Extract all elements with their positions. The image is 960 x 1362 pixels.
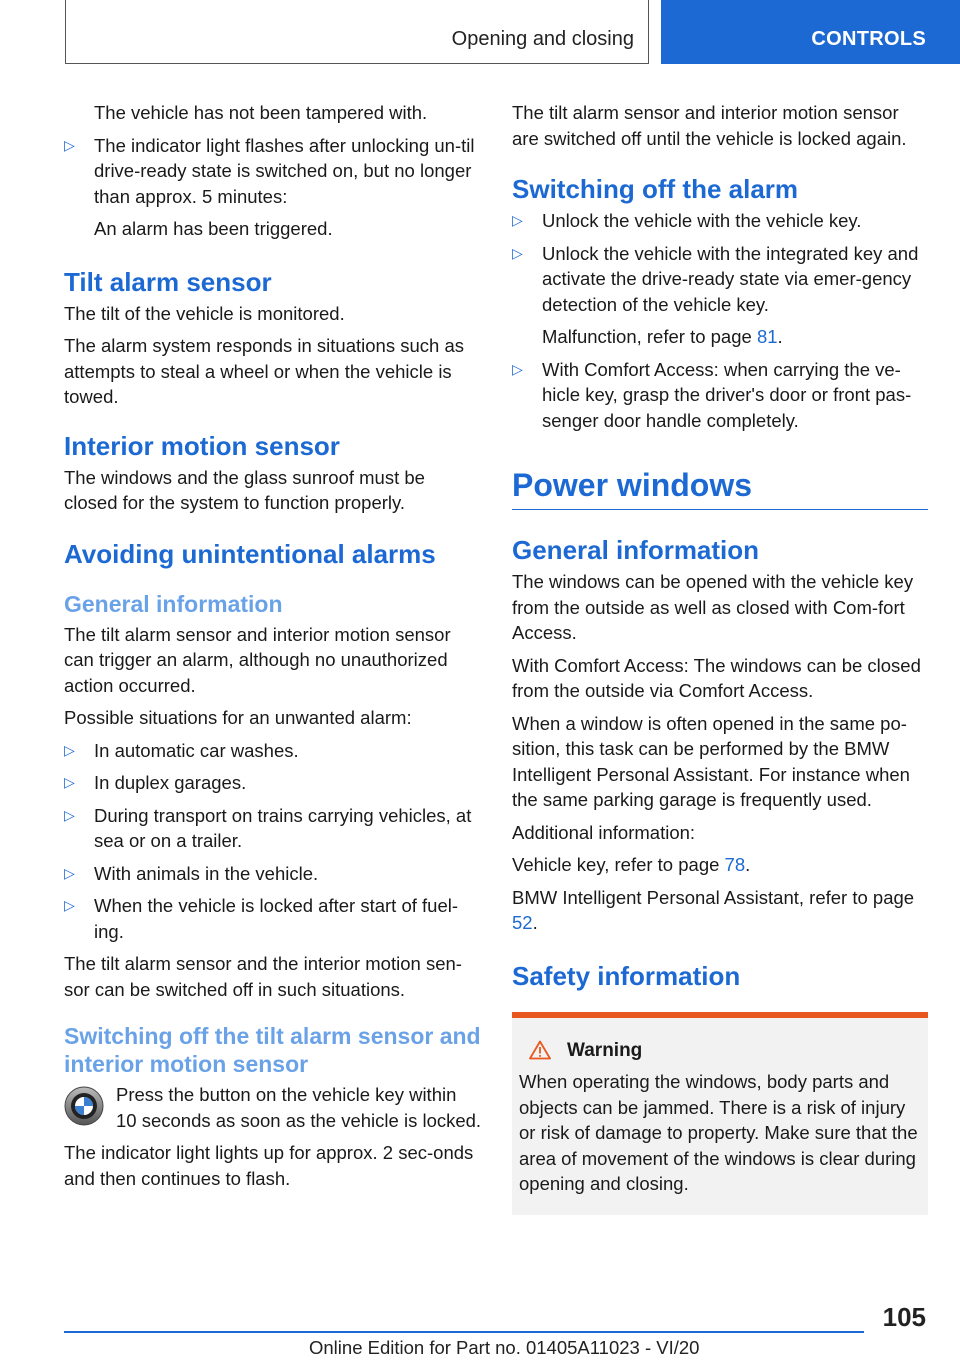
paragraph: With Comfort Access: The windows can be closed from the outside via Comfort Access. [512, 654, 921, 701]
heading-general-information: General information [64, 590, 283, 617]
list-item [64, 803, 482, 854]
footer-divider [64, 1331, 864, 1333]
triangle-bullet-icon: ▷ [64, 864, 75, 881]
bmw-key-button-icon [64, 1086, 104, 1126]
ref-text: Vehicle key, refer to page [512, 854, 725, 875]
page-link-52[interactable]: 52 [512, 912, 533, 933]
list-item [64, 893, 482, 944]
triangle-bullet-icon: ▷ [64, 741, 75, 758]
page-number: 105 [882, 1302, 926, 1332]
paragraph: Additional information: [512, 821, 696, 843]
list-item-text: The indicator light flashes after unlocking un-til drive-ready state is switched on, but no longer than approx. 5 minutes: [94, 134, 475, 207]
list-item-subtext [542, 324, 928, 350]
left-column [64, 100, 482, 1198]
page-link-81[interactable]: 81 [756, 326, 778, 347]
right-column [512, 100, 928, 1215]
list-item-text: With animals in the vehicle. [94, 862, 319, 884]
heading-general-information: General information [512, 535, 760, 565]
heading-tilt-alarm-sensor: Tilt alarm sensor [64, 266, 272, 297]
triangle-bullet-icon: ▷ [512, 212, 523, 228]
triangle-bullet-icon: ▷ [512, 360, 523, 377]
paragraph: The tilt alarm sensor and the interior motion sen-sor can be switched off in such situations. [64, 953, 462, 1000]
warning-triangle-icon [529, 1040, 551, 1060]
ref-text: Malfunction, refer to page [542, 326, 757, 347]
page-link-78[interactable]: 78 [724, 854, 746, 875]
list-item-text: During transport on trains carrying vehicles, at sea or on a trailer. [94, 804, 472, 851]
list-item [64, 738, 482, 764]
list-item [64, 861, 482, 887]
list-item-text: With Comfort Access: when carrying the ve-hicle key, grasp the driver's door or front pas-senger door handle completely. [542, 358, 912, 431]
paragraph: Press the button on the vehicle key within 10 seconds as soon as the vehicle is locked. [116, 1084, 482, 1131]
ref-suffix: . [532, 912, 538, 933]
list-item [512, 208, 928, 234]
triangle-bullet-icon: ▷ [64, 897, 75, 913]
paragraph: Possible situations for an unwanted alarm: [64, 707, 412, 728]
section-title: Opening and closing [451, 28, 634, 50]
key-instruction [64, 1082, 482, 1133]
paragraph: The windows can be opened with the vehicle key from the outside as well as closed with Com-fort Access. [512, 571, 914, 643]
heading-power-windows: Power windows [512, 465, 928, 510]
footer-edition: Online Edition for Part no. 01405A11023 - VI/20 [309, 1337, 700, 1358]
list-item-text: In automatic car washes. [94, 739, 299, 761]
heading-switching-off-sensors: Switching off the tilt alarm sensor and interior motion sensor [64, 1023, 481, 1077]
list-item-text: When the vehicle is locked after start of fuel-ing. [94, 895, 459, 942]
list-item [512, 357, 928, 434]
triangle-bullet-icon: ▷ [512, 244, 523, 261]
triangle-bullet-icon: ▷ [64, 136, 75, 153]
tab-controls-label: CONTROLS [811, 28, 926, 50]
heading-safety-information: Safety information [512, 960, 741, 991]
paragraph: The tilt alarm sensor and interior motion sensor can trigger an alarm, although no unauthorized action occurred. [64, 623, 451, 696]
ref-suffix: . [777, 326, 783, 347]
triangle-bullet-icon: ▷ [64, 774, 75, 790]
paragraph: The tilt of the vehicle is monitored. [64, 302, 345, 324]
paragraph: The alarm system responds in situations such as attempts to steal a wheel or when the vehicle is towed. [64, 335, 464, 407]
heading-interior-motion-sensor: Interior motion sensor [64, 430, 340, 461]
list-item [64, 133, 482, 242]
warning-box [512, 1012, 928, 1215]
heading-avoiding-alarms: Avoiding unintentional alarms [64, 538, 436, 569]
paragraph: The indicator light lights up for approx. 2 sec-onds and then continues to flash. [64, 1142, 474, 1189]
tab-controls[interactable] [661, 0, 960, 64]
list-item [64, 770, 482, 796]
paragraph: When a window is often opened in the same po-sition, this task can be performed by the BMW Intelligent Personal Assistant. For instance when the same parking garage is frequently used. [512, 712, 910, 810]
paragraph [512, 885, 928, 936]
header-box [65, 0, 649, 64]
paragraph: The windows and the glass sunroof must be closed for the system to function properly. [64, 466, 425, 513]
ref-text: BMW Intelligent Personal Assistant, refer to page [512, 886, 915, 908]
list-item-text: Unlock the vehicle with the integrated key and activate the drive-ready state via emer-gency detection of the vehicle key. [542, 242, 919, 315]
list-item [512, 241, 928, 350]
paragraph: The tilt alarm sensor and interior motion sensor are switched off until the vehicle is locked again. [512, 102, 907, 149]
list-item-subtext: An alarm has been triggered. [94, 218, 333, 239]
warning-text: When operating the windows, body parts and objects can be jammed. There is a risk of injury or risk of damage to property. Make sure that the area of movement of the windows is clear during opening and closing. [519, 1071, 918, 1194]
warning-header [519, 1038, 918, 1064]
list-item-text: In duplex garages. [94, 772, 247, 793]
triangle-bullet-icon: ▷ [64, 806, 75, 823]
heading-switching-off-alarm: Switching off the alarm [512, 174, 799, 204]
list-item-text: Unlock the vehicle with the vehicle key. [542, 210, 862, 231]
paragraph: The vehicle has not been tampered with. [94, 102, 428, 123]
paragraph [512, 852, 928, 878]
warning-title: Warning [567, 1039, 643, 1061]
ref-suffix: . [745, 854, 751, 875]
